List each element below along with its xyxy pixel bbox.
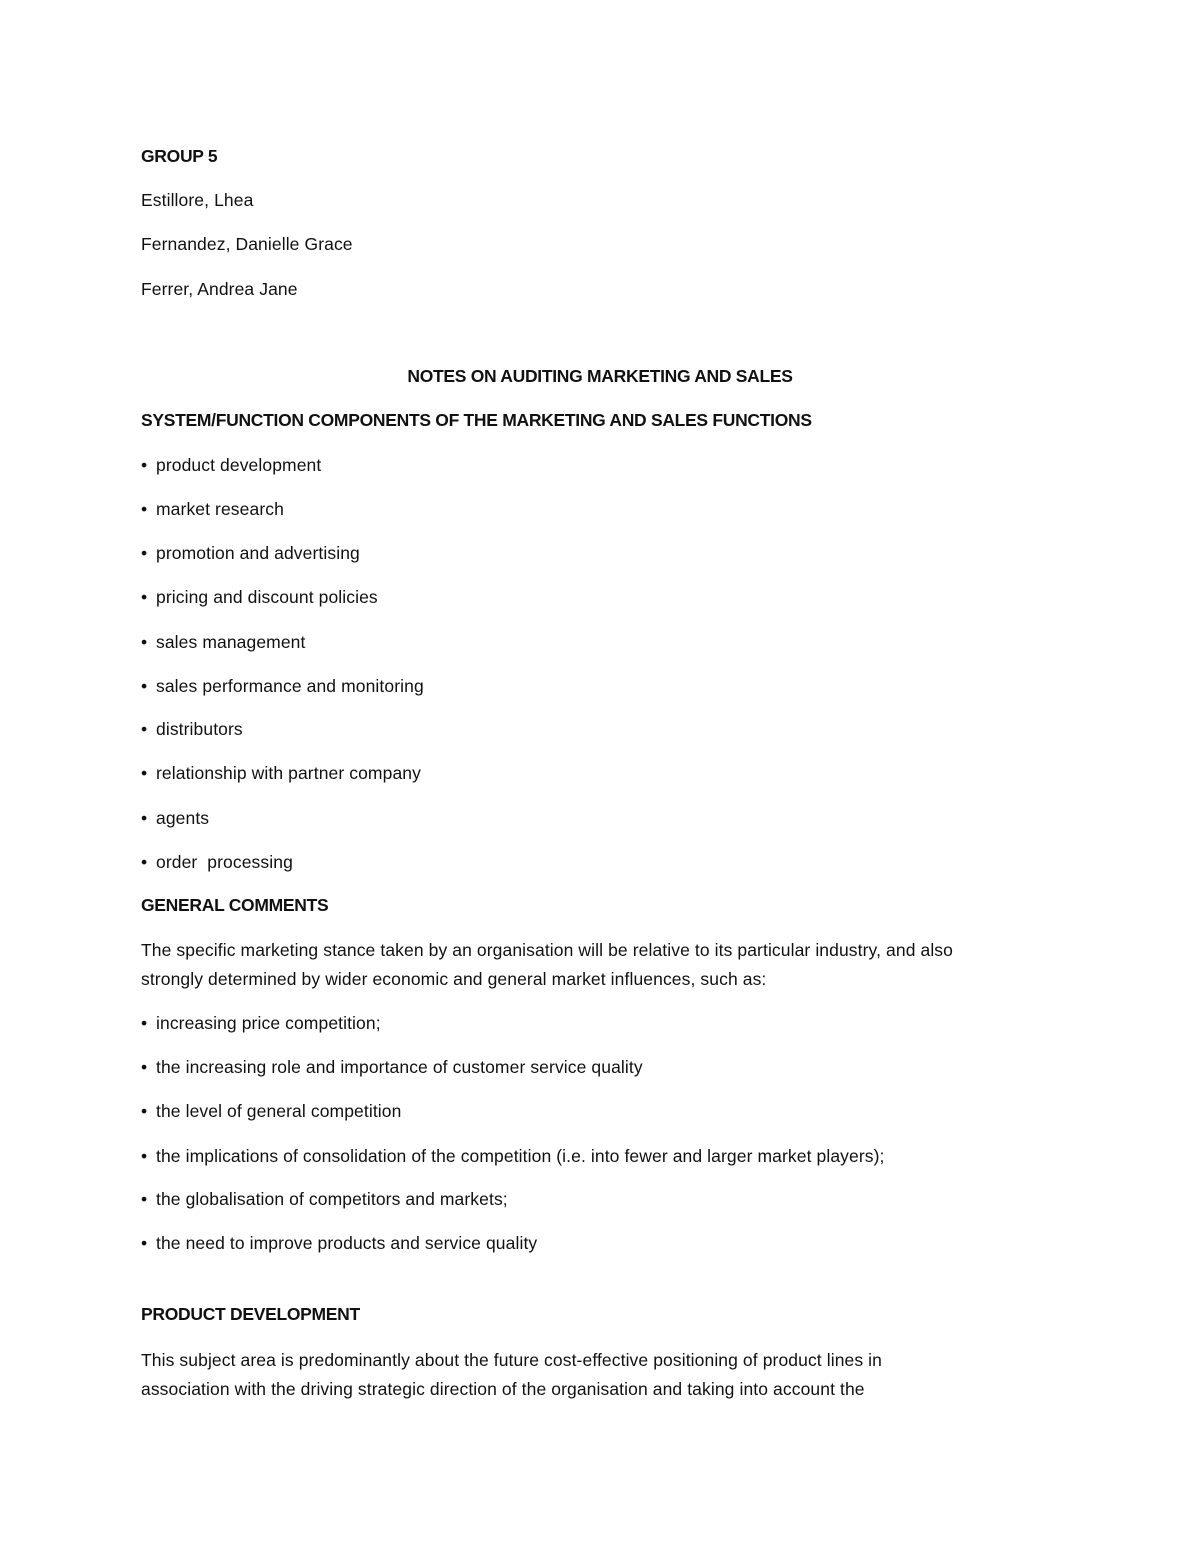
list-item: • agents <box>141 808 210 828</box>
list-item: • sales performance and monitoring <box>141 676 424 696</box>
document-title: NOTES ON AUDITING MARKETING AND SALES <box>407 366 793 386</box>
list-item: • promotion and advertising <box>141 543 360 563</box>
product-development-heading: PRODUCT DEVELOPMENT <box>141 1304 360 1324</box>
paragraph-line: This subject area is predominantly about the future cost-effective positioning of product lines in <box>141 1350 882 1370</box>
list-item: • order processing <box>141 852 293 872</box>
bullet-icon: • <box>141 852 148 872</box>
member-name: Ferrer, Andrea Jane <box>141 279 298 299</box>
bullet-icon: • <box>141 719 148 739</box>
bullet-icon: • <box>141 499 148 519</box>
bullet-icon: • <box>141 1189 148 1209</box>
list-item: • distributors <box>141 719 243 739</box>
list-item: • pricing and discount policies <box>141 587 378 607</box>
paragraph-line: strongly determined by wider economic and general market influences, such as: <box>141 969 767 989</box>
list-item: • the globalisation of competitors and markets; <box>141 1189 508 1209</box>
bullet-icon: • <box>141 587 148 607</box>
list-item: • the increasing role and importance of customer service quality <box>141 1057 643 1077</box>
bullet-icon: • <box>141 455 148 475</box>
list-item: • the implications of consolidation of the competition (i.e. into fewer and larger market players); <box>141 1146 885 1166</box>
list-item: • relationship with partner company <box>141 763 421 783</box>
bullet-icon: • <box>141 1013 148 1033</box>
bullet-icon: • <box>141 1146 148 1166</box>
member-name: Fernandez, Danielle Grace <box>141 234 353 254</box>
paragraph-line: The specific marketing stance taken by an organisation will be relative to its particular industry, and also <box>141 940 953 960</box>
bullet-icon: • <box>141 543 148 563</box>
member-name: Estillore, Lhea <box>141 190 254 210</box>
list-item: • the level of general competition <box>141 1101 402 1121</box>
list-item: • the need to improve products and service quality <box>141 1233 538 1253</box>
list-item: • market research <box>141 499 284 519</box>
list-item: • product development <box>141 455 322 475</box>
group-label: GROUP 5 <box>141 146 218 166</box>
bullet-icon: • <box>141 632 148 652</box>
bullet-icon: • <box>141 676 148 696</box>
list-item: • sales management <box>141 632 306 652</box>
list-item: • increasing price competition; <box>141 1013 381 1033</box>
bullet-icon: • <box>141 1233 148 1253</box>
bullet-icon: • <box>141 808 148 828</box>
bullet-icon: • <box>141 763 148 783</box>
components-heading: SYSTEM/FUNCTION COMPONENTS OF THE MARKETING AND SALES FUNCTIONS <box>141 410 812 430</box>
bullet-icon: • <box>141 1101 148 1121</box>
bullet-icon: • <box>141 1057 148 1077</box>
general-comments-heading: GENERAL COMMENTS <box>141 895 329 915</box>
paragraph-line: association with the driving strategic direction of the organisation and taking into account the <box>141 1379 865 1399</box>
